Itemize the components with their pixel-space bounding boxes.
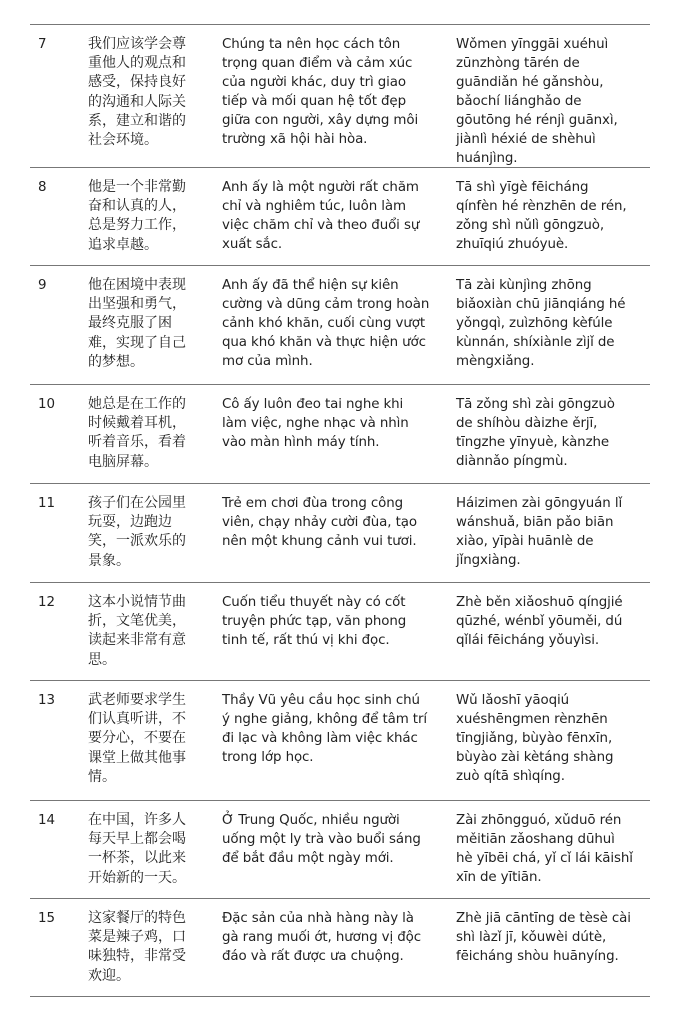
row-number: 8 xyxy=(38,180,47,195)
table-row xyxy=(30,583,650,681)
vietnamese-text: Anh ấy đã thể hiện sự kiên cường và dũng cảm trong hoàn cảnh khó khăn, cuối cùng vượt qua khó khăn và thực hiện ước mơ của mình. xyxy=(222,278,430,369)
chinese-text: 这本小说情节曲 折，文笔优美， 读起来非常有意 思。 xyxy=(88,594,186,668)
vietnamese-text: Trẻ em chơi đùa trong công viên, chạy nhảy cười đùa, tạo nên một khung cảnh vui tươi. xyxy=(222,496,417,549)
table-row xyxy=(30,25,650,168)
row-number: 14 xyxy=(38,813,56,828)
chinese-text: 孩子们在公园里 玩耍，边跑边 笑，一派欢乐的 景象。 xyxy=(88,495,186,569)
row-number: 7 xyxy=(38,37,47,52)
row-number: 11 xyxy=(38,496,56,511)
pinyin-text: Zài zhōngguó, xǔduō rén měitiān zǎoshang dūhuì hè yībēi chá, yǐ cǐ lái kāishǐ xīn de yītiān. xyxy=(456,813,633,885)
pinyin-text: Háizimen zài gōngyuán lǐ wánshuǎ, biān pǎo biān xiào, yīpài huānlè de jǐngxiàng. xyxy=(456,496,623,568)
vietnamese-text: Cuốn tiểu thuyết này có cốt truyện phức tạp, văn phong tinh tế, rất thú vị khi đọc. xyxy=(222,595,407,648)
chinese-text: 在中国，许多人 每天早上都会喝 一杯茶，以此来 开始新的一天。 xyxy=(88,812,186,886)
table-row xyxy=(30,681,650,801)
vietnamese-text: Anh ấy là một người rất chăm chỉ và nghiêm túc, luôn làm việc chăm chỉ và theo đuổi sự xuất sắc. xyxy=(222,180,420,252)
chinese-text: 我们应该学会尊 重他人的观点和 感受，保持良好 的沟通和人际关 系，建立和谐的 社会环境。 xyxy=(88,36,186,149)
pinyin-text: Zhè běn xiǎoshuō qíngjié qūzhé, wénbǐ yōuměi, dú qǐlái fēicháng yǒuyìsi. xyxy=(456,595,623,648)
pinyin-text: Wǔ lǎoshī yāoqiú xuéshēngmen rènzhēn tīngjiǎng, bùyào fēnxīn, bùyào zài kètáng shàng zuò qítā shìqíng. xyxy=(456,693,614,784)
chinese-text: 这家餐厅的特色 菜是辣子鸡，口 味独特，非常受 欢迎。 xyxy=(88,910,186,984)
table-row xyxy=(30,385,650,484)
vietnamese-text: Thầy Vũ yêu cầu học sinh chú ý nghe giảng, không để tâm trí đi lạc và không làm việc khác trong lớp học. xyxy=(222,693,427,765)
pinyin-text: Tā zài kùnjìng zhōng biǎoxiàn chū jiānqiáng hé yǒngqì, zuìzhōng kèfúle kùnnán, shíxiànle zìjǐ de mèngxiǎng. xyxy=(456,278,626,369)
table-row xyxy=(30,266,650,385)
pinyin-text: Zhè jiā cāntīng de tèsè cài shì làzǐ jī, kǒuwèi dútè, fēicháng shòu huānyíng. xyxy=(456,911,631,964)
row-number: 13 xyxy=(38,693,56,708)
table-row xyxy=(30,168,650,266)
vietnamese-text: Chúng ta nên học cách tôn trọng quan điểm và cảm xúc của người khác, duy trì giao tiếp và mối quan hệ tốt đẹp giữa con người, xây dựng môi trường xã hội hài hòa. xyxy=(222,37,419,147)
pinyin-text: Tā zǒng shì zài gōngzuò de shíhòu dàizhe ěrjī, tīngzhe yīnyuè, kànzhe diànnǎo píngmù. xyxy=(456,397,615,469)
table-row xyxy=(30,899,650,997)
vietnamese-text: Đặc sản của nhà hàng này là gà rang muối ớt, hương vị độc đáo và rất được ưa chuộng. xyxy=(222,911,422,964)
vietnamese-text: Ở Trung Quốc, nhiều người uống một ly trà vào buổi sáng để bắt đầu một ngày mới. xyxy=(222,813,421,866)
row-number: 15 xyxy=(38,911,56,926)
chinese-text: 他是一个非常勤 奋和认真的人， 总是努力工作， 追求卓越。 xyxy=(88,179,186,253)
row-number: 12 xyxy=(38,595,56,610)
pinyin-text: Wǒmen yīnggāi xuéhuì zūnzhòng tārén de guāndiǎn hé gǎnshòu, bǎochí liánghǎo de gōutōng hé rénjì guānxì, jiànlì héxié de shèhuì huánjìng. xyxy=(456,37,618,166)
table-row xyxy=(30,801,650,899)
chinese-text: 武老师要求学生 们认真听讲，不 要分心，不要在 课堂上做其他事 情。 xyxy=(88,692,186,785)
phrase-table xyxy=(30,24,650,997)
row-number: 10 xyxy=(38,397,56,412)
vietnamese-text: Cô ấy luôn đeo tai nghe khi làm việc, nghe nhạc và nhìn vào màn hình máy tính. xyxy=(222,397,409,450)
row-number: 9 xyxy=(38,278,47,293)
chinese-text: 她总是在工作的 时候戴着耳机， 听着音乐，看着 电脑屏幕。 xyxy=(88,396,186,470)
table-row xyxy=(30,484,650,583)
chinese-text: 他在困境中表现 出坚强和勇气， 最终克服了困 难，实现了自己 的梦想。 xyxy=(88,277,186,370)
pinyin-text: Tā shì yīgè fēicháng qínfèn hé rènzhēn de rén, zǒng shì nǔlì gōngzuò, zhuīqiú zhuóyuè. xyxy=(456,180,627,252)
